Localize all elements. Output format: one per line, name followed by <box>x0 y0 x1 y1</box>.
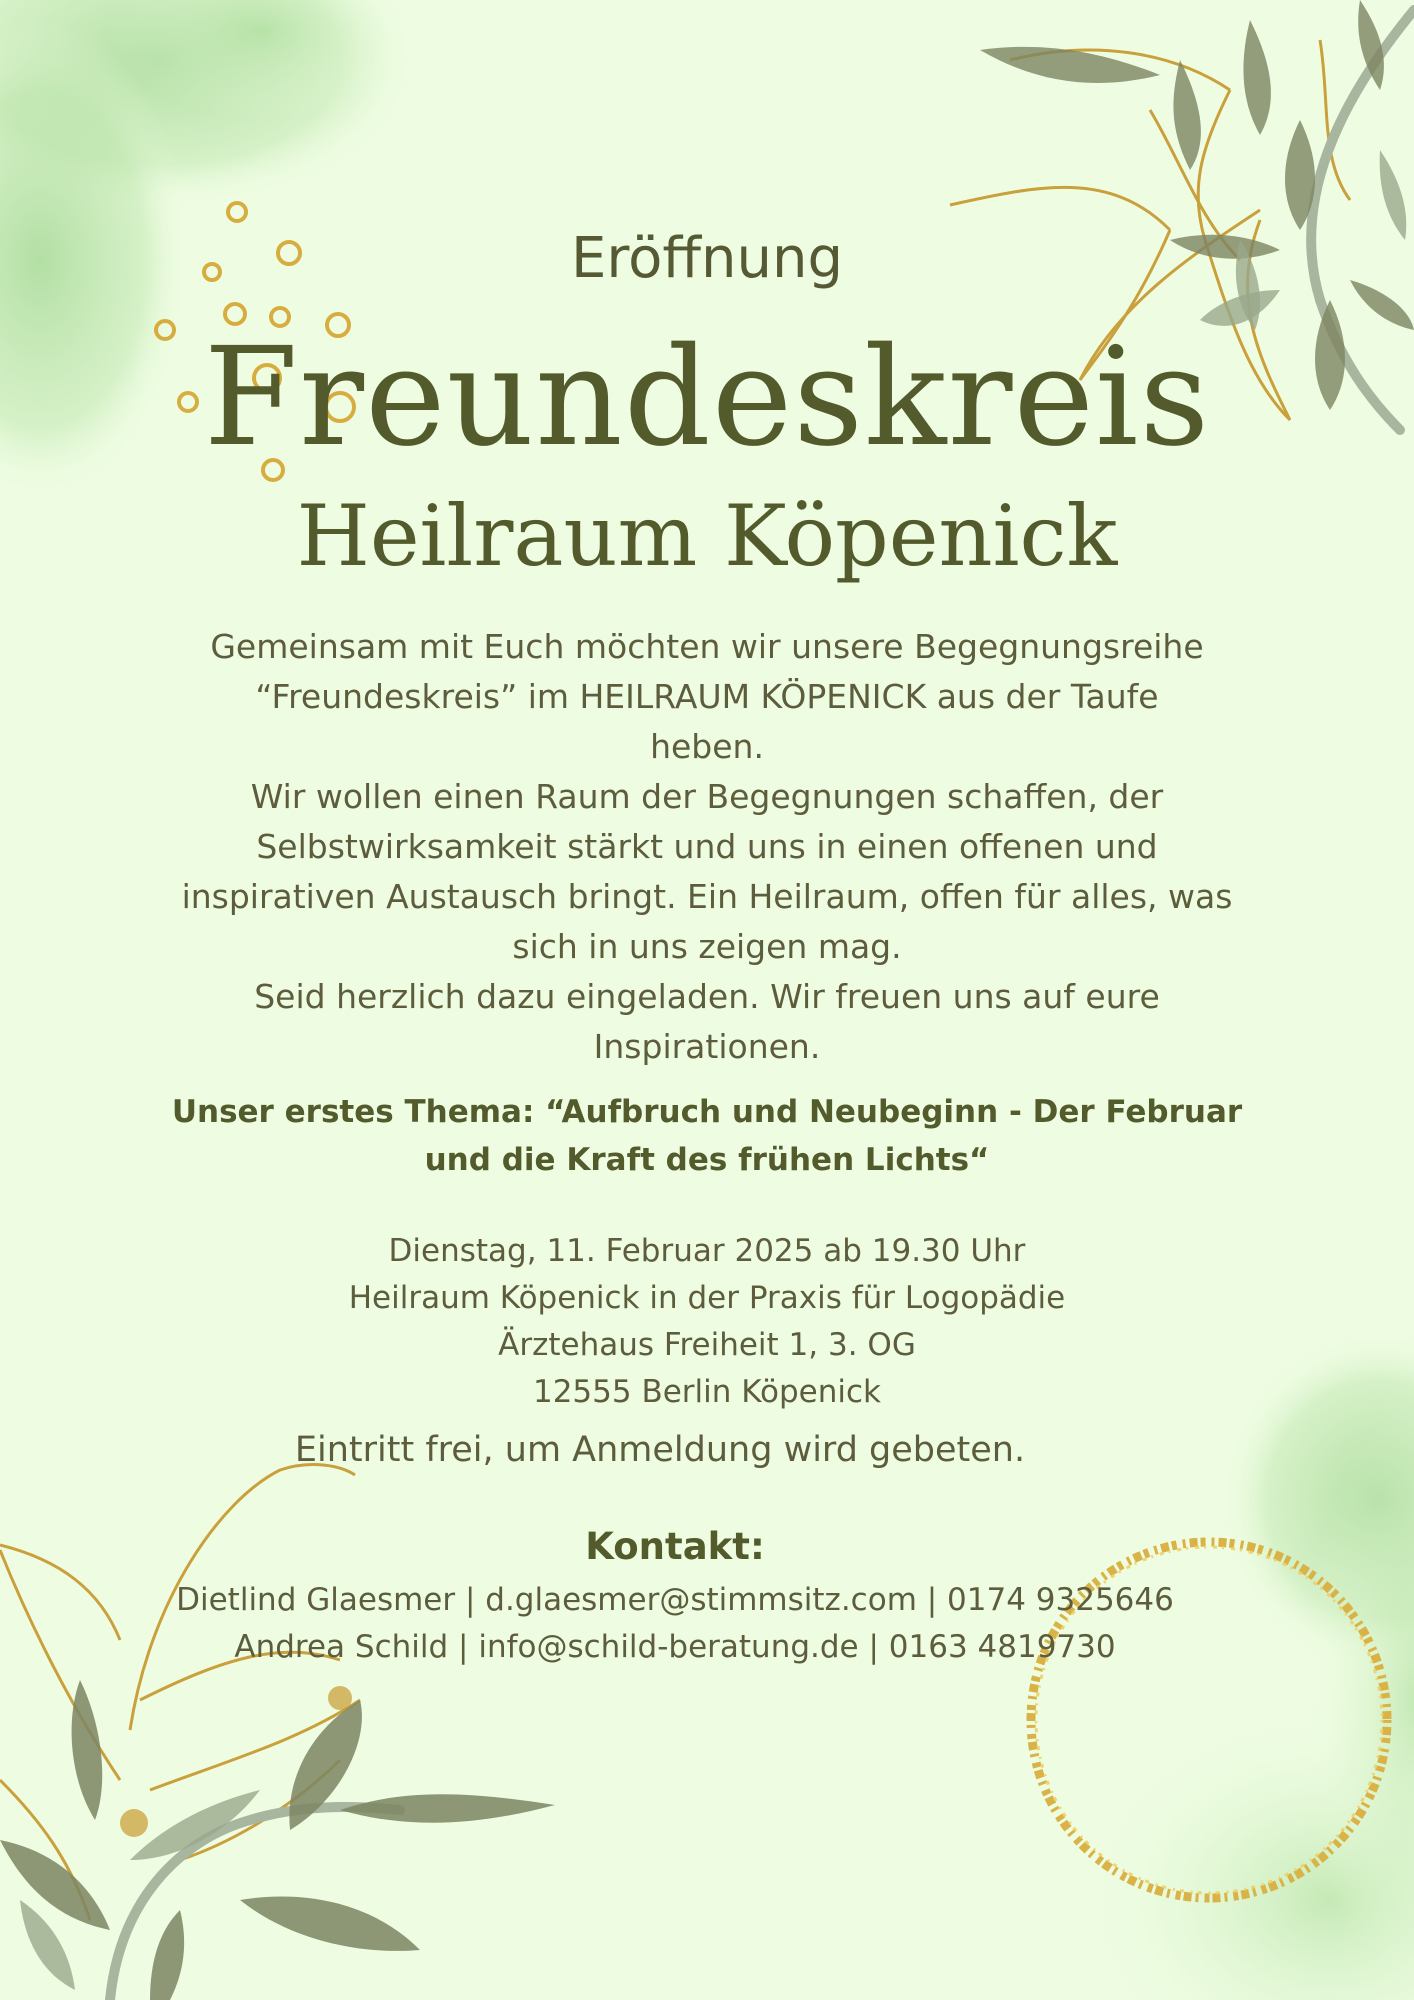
page-title: Freundeskreis <box>203 319 1211 477</box>
page-subtitle: Heilraum Köpenick <box>296 487 1118 585</box>
pre-title: Eröffnung <box>570 226 844 291</box>
contact-list <box>0 1577 1350 1671</box>
intro-line: “Freundeskreis” im HEILRAUM KÖPENICK aus der Taufe <box>255 677 1159 716</box>
event-venue: Heilraum Köpenick in der Praxis für Logopädie <box>348 1280 1066 1316</box>
theme-line: und die Kraft des frühen Lichts“ <box>424 1142 990 1178</box>
intro-line: sich in uns zeigen mag. <box>512 927 902 966</box>
contact-person: Andrea Schild | info@schild-beratung.de | 0163 4819730 <box>234 1629 1116 1665</box>
intro-text <box>0 622 1414 1072</box>
intro-line: Wir wollen einen Raum der Begegnungen schaffen, der <box>250 777 1164 816</box>
entry-note: Eintritt frei, um Anmeldung wird gebeten. <box>294 1430 1026 1470</box>
event-details <box>0 1228 1414 1416</box>
intro-line: Inspirationen. <box>593 1027 821 1066</box>
contact-heading: Kontakt: <box>585 1525 765 1568</box>
event-city: 12555 Berlin Köpenick <box>532 1374 882 1410</box>
contact-person: Dietlind Glaesmer | d.glaesmer@stimmsitz.com | 0174 9325646 <box>176 1582 1174 1618</box>
intro-line: inspirativen Austausch bringt. Ein Heilraum, offen für alles, was <box>181 877 1233 916</box>
event-date: Dienstag, 11. Februar 2025 ab 19.30 Uhr <box>388 1233 1026 1269</box>
intro-line: Selbstwirksamkeit stärkt und uns in einen offenen und <box>256 827 1158 866</box>
intro-line: heben. <box>650 727 764 766</box>
theme-line: Unser erstes Thema: “Aufbruch und Neubeginn - Der Februar <box>171 1094 1243 1130</box>
theme-heading <box>0 1088 1414 1184</box>
intro-line: Gemeinsam mit Euch möchten wir unsere Begegnungsreihe <box>210 627 1204 666</box>
event-address: Ärztehaus Freiheit 1, 3. OG <box>498 1327 916 1363</box>
intro-line: Seid herzlich dazu eingeladen. Wir freuen uns auf eure <box>254 977 1160 1016</box>
